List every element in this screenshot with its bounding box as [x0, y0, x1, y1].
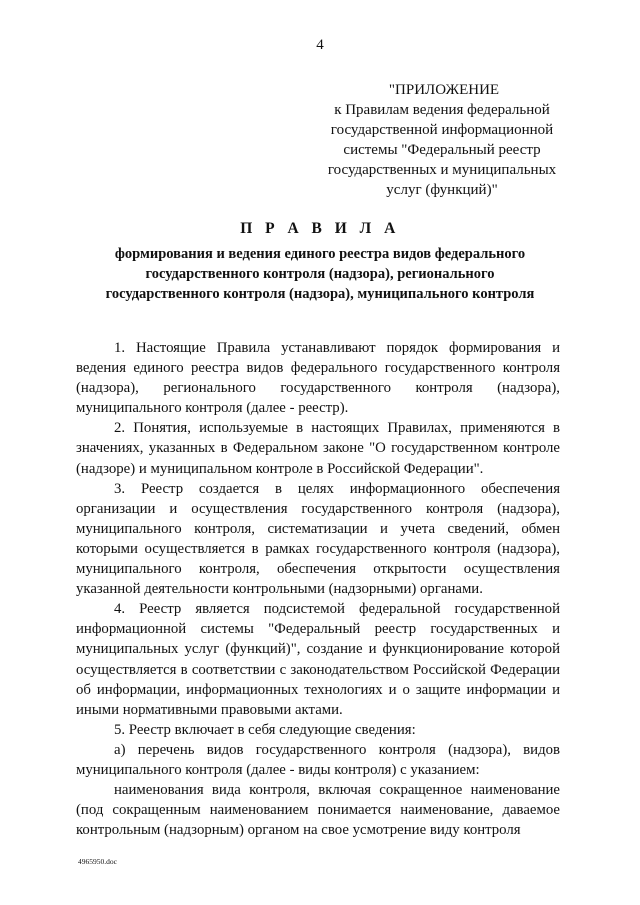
- appendix-line: к Правилам ведения федеральной: [334, 102, 550, 118]
- paragraph-3: 3. Реестр создается в целях информационного обеспечения организации и осуществления государственного контроля (надзора), муниципального контроля, систематизации и учета сведений, обмен которыми осуществляется в рамках государственного контроля (надзора), муниципального контроля, обеспечения открытости осуществления указанной деятельности контрольными (надзорными) органами.: [76, 480, 560, 598]
- document-body: [76, 338, 560, 840]
- subtitle-line: государственного контроля (надзора), муниципального контроля: [105, 286, 535, 302]
- subtitle-line: государственного контроля (надзора), регионального: [145, 266, 495, 282]
- appendix-heading: "ПРИЛОЖЕНИЕ: [388, 82, 500, 98]
- appendix-line: государственных и муниципальных: [327, 162, 557, 178]
- paragraph-1: 1. Настоящие Правила устанавливают порядок формирования и ведения единого реестра видов федерального государственного контроля (надзора), регионального государственного контроля (надзора), муниципального контроля (далее - реестр).: [76, 340, 560, 417]
- paragraph-5a-item: наименования вида контроля, включая сокращенное наименование (под сокращенным наименованием понимается наименование, даваемое контрольным (надзорным) органом на свое усмотрение виду контроля: [76, 782, 560, 839]
- subtitle-line: формирования и ведения единого реестра видов федерального: [114, 246, 526, 262]
- page-number: 4: [316, 37, 324, 53]
- file-name-footer: 4965950.doc: [78, 857, 117, 866]
- appendix-line: государственной информационной: [330, 122, 554, 138]
- paragraph-5a: а) перечень видов государственного контроля (надзора), видов муниципального контроля (далее - виды контроля) с указанием:: [76, 741, 560, 778]
- paragraph-5: 5. Реестр включает в себя следующие сведения:: [114, 721, 416, 738]
- paragraph-4: 4. Реестр является подсистемой федеральной государственной информационной системы "Федеральный реестр государственных и муниципальных услуг (функций)", создание и функционирование которой осуществляется в соответствии с законодательством Российской Федерации об информации, информационных технологиях и о защите информации и иными нормативными правовыми актами.: [76, 601, 560, 718]
- document-subtitle: [80, 244, 560, 304]
- document-title: П Р А В И Л А: [240, 220, 400, 237]
- appendix-line: услуг (функций)": [386, 182, 498, 198]
- appendix-block: [322, 80, 562, 200]
- appendix-line: системы "Федеральный реестр: [343, 142, 541, 158]
- paragraph-2: 2. Понятия, используемые в настоящих Правилах, применяются в значениях, указанных в Федеральном законе "О государственном контроле (надзоре) и муниципальном контроле в Российской Федерации".: [76, 420, 560, 477]
